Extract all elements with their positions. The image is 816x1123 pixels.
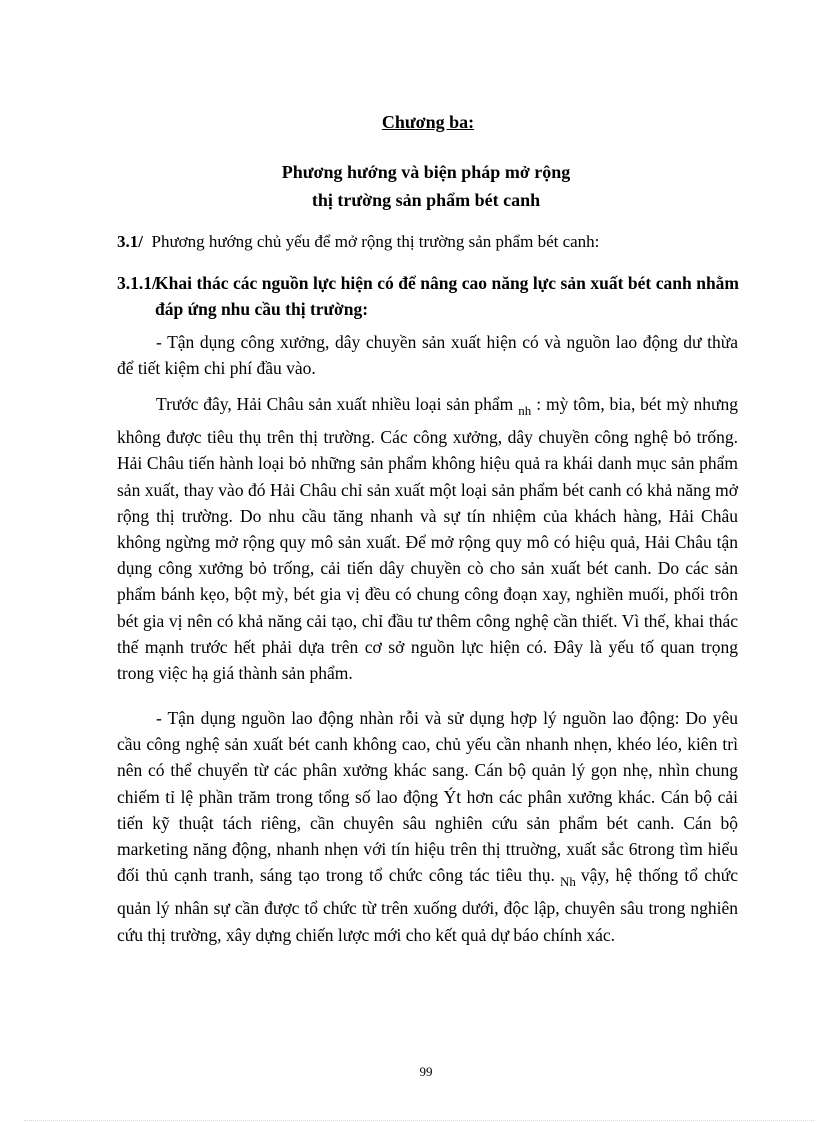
paragraph-3-subscript: Nh (559, 874, 576, 890)
chapter-heading: Chương ba: (381, 112, 475, 132)
section-heading (117, 232, 599, 252)
paragraph-2-start: Trước đây, Hải Châu sản xuất nhiều loại sản phẩm (156, 394, 514, 414)
paragraph-1: - Tận dụng công xưởng, dây chuyền sản xuất hiện có và nguồn lao động dư thừa để tiết kiệm chi phí đầu vào. (117, 332, 738, 379)
section-number: 3.1/ (117, 232, 143, 251)
paragraph-3-rest: vậy, hệ thống tổ chức quản lý nhân sự cần được tổ chức từ trên xuống dưới, độc lập, chuyên sâu trong nghiên cứu thị trường, xây dựng chiến lược mới cho kết quả dự báo chính xác. (117, 865, 738, 945)
subsection-number: 3.1.1/ (117, 273, 157, 293)
chapter-title-line-2: thị trường sản phẩm bét canh (311, 190, 541, 210)
section-text: Phương hướng chủ yếu để mở rộng thị trường sản phẩm bét canh: (151, 232, 600, 251)
chapter-title-line-1: Phương hướng và biện pháp mở rộng (281, 162, 571, 182)
paragraph-2-rest: : mỳ tôm, bia, bét mỳ nhưng không được tiêu thụ trên thị trường. Các công xưởng, dây chuyền công nghệ bỏ trống. Hải Châu tiến hành loại bỏ những sản phẩm không hiệu quả ra khái danh mục sản phẩm sản xuất, thay vào đó Hải Châu chỉ sản xuất một loại sản phẩm bét canh có khả năng mở rộng thị trường. Do nhu cầu tăng nhanh và sự tín nhiệm của khách hàng, Hải Châu không ngừng mở rộng quy mô sản xuất. Để mở rộng quy mô có hiệu quả, Hải Châu tận dụng công xưởng bỏ trống, cải tiến dây chuyền cò cho sản xuất bét canh. Do các sản phẩm bánh kẹo, bột mỳ, bét gia vị đều có chung công đoạn xay, nghiền muối, phối trôn bét gia vị nên có khả năng cải tạo, chỉ đầu tư thêm công nghệ cần thiết. Vì thế, khai thác thế mạnh trước hết phải dựa trên cơ sở nguồn lực hiện có. Đây là yếu tố quan trọng trong việc hạ giá thành sản phẩm. (117, 394, 738, 684)
paragraph-3-start: - Tận dụng nguồn lao động nhàn rỗi và sử dụng hợp lý nguồn lao động: Do yêu cầu công nghệ sản xuất bét canh không cao, chủ yếu cần nhanh nhẹn, khéo léo, kiên trì nên có thể chuyển từ các phân xưởng khác sang. Cán bộ quản lý gọn nhẹ, nhìn chung chiếm tỉ lệ phần trăm trong tổng số lao động Ýt hơn các phân xưởng khác. Cán bộ cải tiến kỹ thuật tách riêng, cần chuyên sâu nghiên cứu sản phẩm bét canh. Cán bộ marketing năng động, nhanh nhẹn với tín hiệu trên thị ttruờng, xuất sắc 6trong tìm hiểu đối thủ cạnh tranh, sáng tạo trong tổ chức công tác tiêu thụ. (117, 708, 738, 886)
subsection-text: Khai thác các nguồn lực hiện có để nâng cao năng lực sản xuất bét canh nhằm đáp ứng nhu cầu thị trường: (155, 273, 739, 319)
paragraph-2-subscript: nh (518, 403, 532, 418)
chapter-title (0, 158, 816, 214)
subsection-heading (117, 270, 739, 322)
page-bottom-divider (24, 1120, 814, 1121)
paragraph-3 (117, 705, 738, 948)
page-number: 99 (419, 1064, 433, 1079)
paragraph-2 (117, 391, 738, 686)
